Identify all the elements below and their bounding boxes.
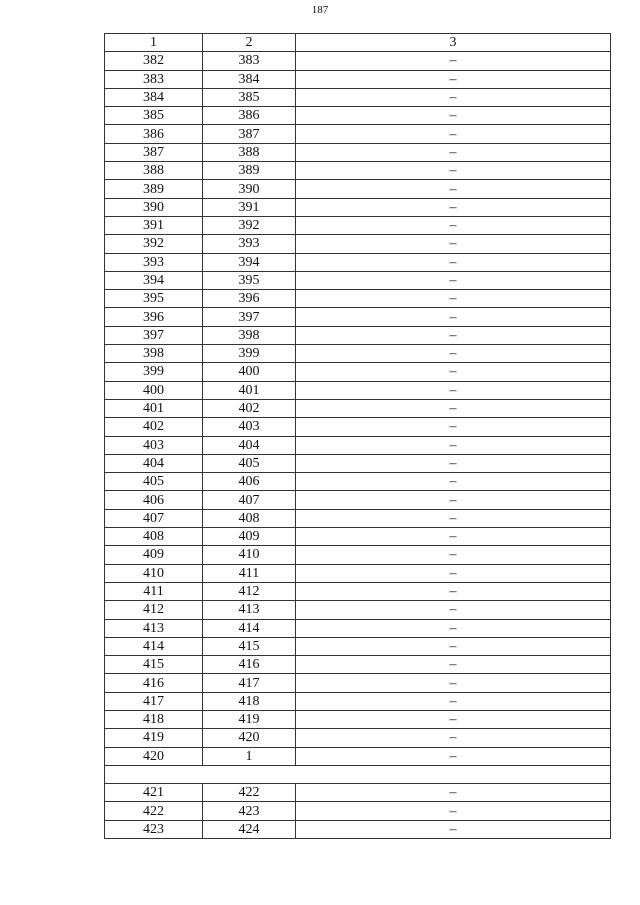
table-cell-col-3: – [296,216,611,234]
table-cell-col-3: – [296,162,611,180]
table-cell-col-2: 423 [203,802,296,820]
table-cell-col-1: 382 [105,52,203,70]
table-row [105,143,611,161]
table-row [105,710,611,728]
table-cell-col-3: – [296,802,611,820]
table-row [105,418,611,436]
table-cell-col-2: 417 [203,674,296,692]
table-cell-col-1: 400 [105,381,203,399]
table-cell-col-3: – [296,528,611,546]
table-cell-col-1: 386 [105,125,203,143]
table-row [105,582,611,600]
table-cell-col-3: – [296,143,611,161]
table-row [105,436,611,454]
table-cell-col-3: – [296,271,611,289]
table-cell-col-1: 406 [105,491,203,509]
table-cell-col-3: – [296,290,611,308]
table-row [105,637,611,655]
header-row [105,34,611,52]
table-cell-col-3: – [296,88,611,106]
table-cell-col-3: – [296,345,611,363]
table-cell-col-3: – [296,729,611,747]
table-cell-col-2: 395 [203,271,296,289]
table-row [105,125,611,143]
table-cell-col-1: 388 [105,162,203,180]
data-table [104,33,611,839]
table-cell-col-3: – [296,326,611,344]
column-header-1: 1 [105,34,203,52]
table-cell-col-3: – [296,198,611,216]
table-cell-col-2: 385 [203,88,296,106]
table-row [105,656,611,674]
table-row [105,601,611,619]
table-row [105,271,611,289]
table-cell-col-3: – [296,235,611,253]
table-cell-col-1: 404 [105,454,203,472]
table-cell-col-2: 415 [203,637,296,655]
table-row [105,802,611,820]
table-cell-col-1: 399 [105,363,203,381]
table-cell-col-2: 399 [203,345,296,363]
table-cell-col-1: 418 [105,710,203,728]
table-cell-col-1: 407 [105,509,203,527]
table-cell-col-2: 419 [203,710,296,728]
table-cell-col-2: 416 [203,656,296,674]
table-cell-col-3: – [296,491,611,509]
table-row [105,784,611,802]
table-cell-col-1: 410 [105,564,203,582]
table-cell-col-3: – [296,454,611,472]
table-cell-col-1: 417 [105,692,203,710]
table-row [105,528,611,546]
table-row [105,345,611,363]
table-row [105,820,611,838]
table-cell-col-1: 397 [105,326,203,344]
table-row [105,308,611,326]
table-row [105,619,611,637]
table-cell-col-2: 397 [203,308,296,326]
table-cell-col-2: 398 [203,326,296,344]
table-row [105,747,611,765]
table-row [105,509,611,527]
table-row [105,473,611,491]
table-cell-col-2: 418 [203,692,296,710]
table-cell-col-3: – [296,820,611,838]
table-cell-col-3: – [296,180,611,198]
table-cell-col-3: – [296,546,611,564]
table-cell-col-2: 411 [203,564,296,582]
table-row [105,162,611,180]
page-number: 187 [311,4,329,16]
table-row [105,198,611,216]
table-cell-col-1: 423 [105,820,203,838]
table-cell-col-2: 390 [203,180,296,198]
table-row [105,326,611,344]
table-cell-col-2: 409 [203,528,296,546]
table-row [105,107,611,125]
table-cell-col-3: – [296,473,611,491]
table-cell-col-1: 412 [105,601,203,619]
table-cell-col-2: 410 [203,546,296,564]
table-cell-col-3: – [296,436,611,454]
table-row [105,235,611,253]
table-cell-col-2: 413 [203,601,296,619]
table-row [105,216,611,234]
section-divider [105,765,611,783]
table-cell-col-1: 383 [105,70,203,88]
table-cell-col-2: 383 [203,52,296,70]
table-row [105,363,611,381]
table-cell-col-1: 403 [105,436,203,454]
table-row [105,491,611,509]
table-cell-col-3: – [296,308,611,326]
table-row [105,729,611,747]
table-cell-col-2: 1 [203,747,296,765]
table-row [105,454,611,472]
table-cell-col-3: – [296,619,611,637]
table-cell-col-2: 401 [203,381,296,399]
table-cell-col-2: 407 [203,491,296,509]
table-cell-col-2: 405 [203,454,296,472]
table-cell-col-1: 416 [105,674,203,692]
table-cell-col-2: 386 [203,107,296,125]
table-cell-col-1: 422 [105,802,203,820]
table-cell-col-1: 402 [105,418,203,436]
table-cell-col-2: 420 [203,729,296,747]
table-cell-col-1: 408 [105,528,203,546]
table-cell-col-3: – [296,52,611,70]
table-cell-col-3: – [296,582,611,600]
table-cell-col-2: 402 [203,399,296,417]
table-cell-col-2: 404 [203,436,296,454]
table-cell-col-2: 388 [203,143,296,161]
column-header-3: 3 [296,34,611,52]
table-cell-col-1: 415 [105,656,203,674]
table-cell-col-2: 392 [203,216,296,234]
table-cell-col-1: 391 [105,216,203,234]
table-cell-col-2: 422 [203,784,296,802]
table-cell-col-1: 390 [105,198,203,216]
table-row [105,564,611,582]
table-cell-col-2: 394 [203,253,296,271]
table-cell-col-3: – [296,674,611,692]
table-cell-col-3: – [296,692,611,710]
table-cell-col-2: 387 [203,125,296,143]
table-cell-col-1: 387 [105,143,203,161]
table-cell-col-3: – [296,747,611,765]
table-row [105,88,611,106]
table-cell-col-1: 392 [105,235,203,253]
table-cell-col-2: 403 [203,418,296,436]
table-cell-col-1: 385 [105,107,203,125]
table-cell-col-2: 424 [203,820,296,838]
table-cell-col-2: 412 [203,582,296,600]
table-cell-col-3: – [296,107,611,125]
table-cell-col-1: 420 [105,747,203,765]
table-cell-col-2: 393 [203,235,296,253]
table-cell-col-3: – [296,70,611,88]
table-cell-col-2: 406 [203,473,296,491]
table-cell-col-2: 396 [203,290,296,308]
table-cell-col-1: 409 [105,546,203,564]
table-cell-col-3: – [296,125,611,143]
table-cell-col-3: – [296,509,611,527]
table-row [105,290,611,308]
column-header-2: 2 [203,34,296,52]
table-cell-col-3: – [296,656,611,674]
table-row [105,52,611,70]
table-cell-col-2: 384 [203,70,296,88]
table-cell-col-3: – [296,637,611,655]
table-cell-col-3: – [296,399,611,417]
table-cell-col-1: 395 [105,290,203,308]
table-cell-col-1: 389 [105,180,203,198]
table-cell-col-2: 408 [203,509,296,527]
table-row [105,70,611,88]
table-cell-col-2: 414 [203,619,296,637]
table-row [105,253,611,271]
table-cell-col-1: 419 [105,729,203,747]
table-cell-col-3: – [296,381,611,399]
table-row [105,692,611,710]
table-cell-col-2: 400 [203,363,296,381]
table-cell-col-3: – [296,601,611,619]
table-cell-col-1: 396 [105,308,203,326]
table-cell-col-1: 421 [105,784,203,802]
table-cell-col-1: 405 [105,473,203,491]
table-cell-col-2: 389 [203,162,296,180]
table-body [105,52,611,839]
table-row [105,180,611,198]
table-cell-col-1: 384 [105,88,203,106]
table-cell-col-3: – [296,253,611,271]
table-cell-col-1: 413 [105,619,203,637]
table-cell-col-1: 394 [105,271,203,289]
table-cell-col-2: 391 [203,198,296,216]
table-row [105,674,611,692]
table-row [105,399,611,417]
table-cell-col-1: 398 [105,345,203,363]
table-cell-col-1: 393 [105,253,203,271]
table-cell-col-3: – [296,363,611,381]
table-cell-col-3: – [296,564,611,582]
table-cell-col-1: 411 [105,582,203,600]
table-row [105,546,611,564]
table-cell-col-1: 401 [105,399,203,417]
table-cell-col-1: 414 [105,637,203,655]
table-cell-col-3: – [296,418,611,436]
section-divider-row [105,765,611,783]
table-row [105,381,611,399]
table-cell-col-3: – [296,784,611,802]
table-cell-col-3: – [296,710,611,728]
